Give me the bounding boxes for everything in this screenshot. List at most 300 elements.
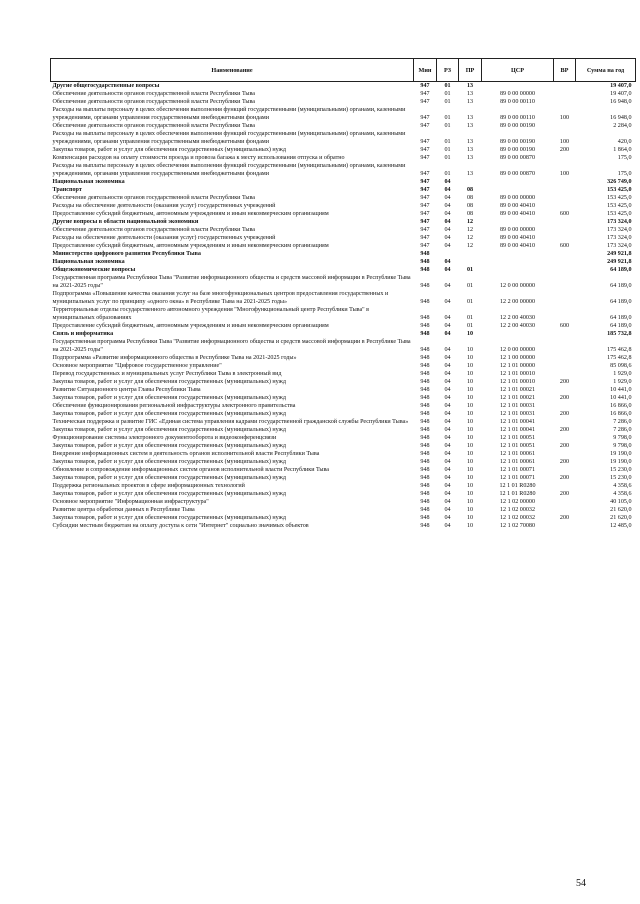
cell-sum: 16 948,0: [610, 99, 632, 105]
cell-min: 947: [420, 139, 430, 145]
cell-pr: 12: [466, 243, 474, 249]
cell-csr: 12 1 01 00021: [499, 395, 536, 401]
cell-sum: 19 190,0: [610, 459, 632, 465]
cell-name: Обеспечение деятельности органов государственной власти Республики Тыва: [52, 99, 255, 105]
cell-pr: 10: [466, 435, 474, 441]
cell-name: Обеспечение деятельности органов государственной власти Республики Тыва: [52, 91, 255, 97]
cell-sum: 85 098,6: [610, 363, 632, 369]
cell-name: Подпрограмма «Развитие информационного общества в Республике Тыва на 2021-2025 годы»: [52, 355, 297, 361]
cell-name: Предоставление субсидий бюджетным, автономным учреждениям и иным некоммерческим организациям: [52, 243, 329, 249]
cell-min: 947: [420, 83, 430, 89]
table-row: [51, 202, 636, 210]
cell-min: 948: [420, 467, 430, 473]
cell-sum: 40 105,0: [610, 499, 632, 505]
cell-name: Закупка товаров, работ и услуг для обеспечения государственных (муниципальных) нужд: [52, 379, 286, 385]
cell-vr: [554, 258, 576, 266]
cell-name: Связь и информатика: [52, 331, 114, 337]
cell-min: 947: [420, 99, 430, 105]
cell-csr: 89 0 00 00000: [499, 91, 536, 97]
cell-vr: 600: [559, 211, 570, 217]
cell-vr: [554, 234, 576, 242]
cell-vr: 200: [559, 395, 570, 401]
table-row: [51, 426, 636, 434]
table-row: [51, 290, 636, 306]
cell-min: 948: [420, 283, 430, 289]
cell-pr: 10: [466, 475, 474, 481]
table-row: [51, 162, 636, 178]
cell-vr: [554, 306, 576, 322]
cell-vr: 200: [559, 147, 570, 153]
cell-csr: 12 1 01 00071: [499, 475, 536, 481]
cell-name: Национальная экономика: [52, 259, 125, 265]
cell-name: Техническая поддержка и развитие ГИС «Единая система управления кадрами государственной гражданской службы Республики Тыва»: [52, 419, 409, 425]
cell-sum: 12 485,0: [610, 523, 632, 529]
cell-min: 948: [420, 443, 430, 449]
cell-pr: [459, 258, 482, 266]
cell-rz: 04: [444, 323, 451, 329]
cell-vr: [554, 402, 576, 410]
cell-pr: 10: [466, 483, 474, 489]
cell-csr: 12 1 01 R0280: [499, 491, 536, 497]
cell-sum: 7 286,0: [613, 427, 632, 433]
table-row: [51, 218, 636, 226]
cell-vr: [554, 186, 576, 194]
cell-sum: 1 929,0: [613, 379, 632, 385]
cell-csr: 12 1 02 70080: [499, 523, 536, 529]
cell-min: 948: [420, 387, 430, 393]
cell-rz: 04: [444, 195, 451, 201]
cell-vr: [554, 82, 576, 91]
cell-name: Субсидии местным бюджетам на оплату доступа к сети "Интернет" социально значимых объектов: [52, 523, 309, 529]
cell-name: Обеспечение деятельности органов государственной власти Республики Тыва: [52, 123, 255, 129]
cell-name: Общеэкономические вопросы: [52, 267, 136, 273]
cell-rz: 04: [444, 211, 451, 217]
cell-rz: 04: [444, 331, 451, 337]
cell-min: 947: [420, 147, 430, 153]
cell-sum: 4 358,6: [613, 491, 632, 497]
cell-rz: 04: [444, 475, 451, 481]
cell-vr: [554, 274, 576, 290]
cell-min: 947: [420, 219, 430, 225]
cell-pr: 10: [466, 507, 474, 513]
cell-rz: 04: [444, 467, 451, 473]
cell-pr: 08: [466, 187, 474, 193]
cell-name: Закупка товаров, работ и услуг для обеспечения государственных (муниципальных) нужд: [52, 459, 286, 465]
cell-csr: 89 0 00 00190: [499, 147, 536, 153]
cell-vr: 600: [559, 323, 570, 329]
cell-vr: [554, 218, 576, 226]
cell-pr: 10: [466, 379, 474, 385]
cell-csr: 12 2 00 40030: [499, 315, 536, 321]
cell-sum: 175,0: [617, 171, 632, 177]
cell-sum: 153 425,0: [607, 211, 632, 217]
cell-vr: [554, 266, 576, 274]
cell-rz: 04: [444, 355, 451, 361]
cell-sum: 16 948,0: [610, 115, 632, 121]
table-row: [51, 154, 636, 162]
cell-csr: 12 1 01 00031: [499, 411, 536, 417]
cell-pr: 13: [466, 99, 474, 105]
cell-min: 948: [420, 259, 430, 265]
cell-vr: 600: [559, 243, 570, 249]
cell-csr: 89 0 00 40410: [499, 203, 536, 209]
table-row: [51, 306, 636, 322]
budget-table-page: [50, 58, 635, 530]
table-row: [51, 194, 636, 202]
cell-min: 948: [420, 379, 430, 385]
table-row: [51, 410, 636, 418]
cell-sum: 19 407,0: [610, 83, 632, 89]
table-row: [51, 370, 636, 378]
cell-vr: [554, 202, 576, 210]
cell-rz: 01: [444, 99, 451, 105]
cell-min: 947: [420, 91, 430, 97]
cell-min: 947: [420, 155, 430, 161]
cell-sum: 153 425,0: [607, 187, 632, 193]
header-sum: Сумма на год: [576, 59, 636, 82]
budget-table: [50, 58, 636, 530]
cell-vr: 200: [559, 475, 570, 481]
cell-name: Транспорт: [52, 187, 82, 193]
cell-csr: 12 1 01 00010: [499, 379, 536, 385]
cell-pr: 10: [466, 355, 474, 361]
cell-name: Обеспечение деятельности органов государственной власти Республики Тыва: [52, 227, 255, 233]
cell-rz: 01: [444, 147, 451, 153]
cell-name: Закупка товаров, работ и услуг для обеспечения государственных (муниципальных) нужд: [52, 395, 286, 401]
cell-sum: 15 230,0: [610, 467, 632, 473]
header-rz: РЗ: [437, 59, 459, 82]
cell-csr: [482, 330, 554, 338]
cell-name: Развитие Ситуационного центра Главы Республики Тыва: [52, 387, 201, 393]
cell-rz: 04: [444, 283, 451, 289]
cell-sum: 326 749,0: [607, 179, 632, 185]
table-row: [51, 106, 636, 122]
cell-name: Компенсация расходов на оплату стоимости проезда и провоза багажа к месту использования отпуска и обратно: [52, 155, 345, 161]
header-vr: ВР: [554, 59, 576, 82]
cell-rz: [437, 250, 459, 258]
cell-min: 948: [420, 515, 430, 521]
cell-csr: 89 0 00 40410: [499, 211, 536, 217]
cell-min: 948: [420, 499, 430, 505]
cell-pr: 01: [466, 283, 474, 289]
cell-vr: [554, 98, 576, 106]
cell-vr: 200: [559, 491, 570, 497]
cell-min: 948: [420, 315, 430, 321]
cell-rz: 04: [444, 483, 451, 489]
cell-vr: [554, 362, 576, 370]
cell-sum: 19 407,0: [610, 91, 632, 97]
cell-sum: 64 189,0: [610, 323, 632, 329]
cell-sum: 173 324,0: [607, 219, 632, 225]
table-row: [51, 402, 636, 410]
cell-min: 947: [420, 211, 430, 217]
cell-rz: 04: [444, 347, 451, 353]
cell-min: 948: [420, 411, 430, 417]
cell-sum: 21 620,0: [610, 507, 632, 513]
cell-sum: 4 358,6: [613, 483, 632, 489]
cell-name: Закупка товаров, работ и услуг для обеспечения государственных (муниципальных) нужд: [52, 443, 286, 449]
cell-rz: 01: [444, 171, 451, 177]
cell-csr: 12 1 01 00061: [499, 451, 536, 457]
cell-name: Закупка товаров, работ и услуг для обеспечения государственных (муниципальных) нужд: [52, 491, 286, 497]
cell-rz: 04: [444, 427, 451, 433]
cell-name: Другие общегосударственные вопросы: [52, 83, 160, 89]
cell-min: 948: [420, 435, 430, 441]
table-row: [51, 242, 636, 250]
cell-sum: 420,0: [617, 139, 632, 145]
cell-pr: 10: [466, 459, 474, 465]
cell-sum: 173 324,0: [607, 227, 632, 233]
table-row: [51, 458, 636, 466]
cell-rz: 04: [444, 187, 451, 193]
cell-rz: 04: [444, 267, 451, 273]
cell-vr: [554, 90, 576, 98]
cell-pr: 13: [466, 147, 474, 153]
cell-csr: 89 0 00 00870: [499, 155, 536, 161]
cell-name: Министерство цифрового развития Республики Тыва: [52, 251, 201, 257]
cell-rz: 04: [444, 523, 451, 529]
cell-sum: 2 284,0: [613, 123, 632, 129]
cell-name: Государственная программа Республики Тыва "Развитие информационного общества и средств массовой информации в Республике Тыва на 2021-2025 годы": [52, 339, 411, 353]
cell-rz: 04: [444, 203, 451, 209]
cell-vr: 100: [559, 139, 570, 145]
cell-vr: [554, 386, 576, 394]
cell-pr: [459, 250, 482, 258]
cell-rz: 04: [444, 507, 451, 513]
cell-name: Развитие центра обработки данных в Республике Тыва: [52, 507, 195, 513]
table-row: [51, 466, 636, 474]
cell-name: Расходы на выплаты персоналу в целях обеспечения выполнения функций государственными (муниципальными) органами, казенными учреждениями, органами управления государственными внебюджетными фондами: [52, 163, 406, 177]
cell-pr: 12: [466, 235, 474, 241]
table-row: [51, 506, 636, 514]
cell-vr: 200: [559, 443, 570, 449]
cell-vr: [554, 226, 576, 234]
cell-csr: 89 0 00 00110: [500, 115, 535, 121]
cell-name: Национальная экономика: [52, 179, 125, 185]
cell-csr: 12 1 01 00021: [499, 387, 536, 393]
cell-rz: 04: [444, 379, 451, 385]
cell-min: 947: [420, 235, 430, 241]
cell-vr: [554, 418, 576, 426]
cell-sum: 9 798,0: [613, 443, 632, 449]
table-row: [51, 514, 636, 522]
cell-min: 948: [420, 347, 430, 353]
cell-name: Обеспечение деятельности органов государственной власти Республики Тыва: [52, 195, 255, 201]
cell-sum: 153 425,0: [607, 203, 632, 209]
cell-rz: 04: [444, 499, 451, 505]
cell-pr: 13: [466, 139, 474, 145]
cell-pr: 10: [466, 347, 474, 353]
cell-rz: 01: [444, 123, 451, 129]
cell-min: 947: [420, 171, 430, 177]
page-number: 54: [576, 878, 586, 889]
cell-min: 947: [420, 243, 430, 249]
cell-pr: 13: [466, 155, 474, 161]
cell-sum: 7 286,0: [613, 419, 632, 425]
table-row: [51, 354, 636, 362]
table-row: [51, 186, 636, 194]
cell-csr: 89 0 00 00000: [499, 227, 536, 233]
table-row: [51, 386, 636, 394]
cell-vr: [554, 466, 576, 474]
table-row: [51, 378, 636, 386]
cell-vr: 200: [559, 427, 570, 433]
cell-pr: 13: [466, 171, 474, 177]
cell-vr: [554, 354, 576, 362]
table-header: [51, 59, 636, 82]
cell-name: Обновление и сопровождение информационных систем органов исполнительной власти Республики Тыва: [52, 467, 329, 473]
table-row: [51, 122, 636, 130]
table-row: [51, 490, 636, 498]
cell-name: Основное мероприятие "Цифровое государственное управление": [52, 363, 222, 369]
cell-csr: 89 0 00 00190: [499, 139, 536, 145]
cell-min: 948: [420, 323, 430, 329]
cell-csr: 12 1 01 00031: [499, 403, 536, 409]
cell-csr: 12 1 02 00000: [499, 499, 536, 505]
cell-vr: [554, 178, 576, 186]
table-row: [51, 522, 636, 530]
cell-min: 947: [420, 203, 430, 209]
cell-csr: 12 1 02 00032: [499, 515, 536, 521]
cell-csr: 12 1 01 00051: [499, 443, 536, 449]
cell-min: 948: [420, 451, 430, 457]
cell-vr: [554, 338, 576, 354]
table-row: [51, 234, 636, 242]
table-row: [51, 434, 636, 442]
cell-min: 948: [420, 523, 430, 529]
cell-csr: [482, 82, 554, 91]
cell-sum: 173 324,0: [607, 243, 632, 249]
cell-csr: 89 0 00 00110: [500, 99, 535, 105]
cell-sum: 64 189,0: [610, 315, 632, 321]
table-row: [51, 442, 636, 450]
header-csr: ЦСР: [482, 59, 554, 82]
cell-sum: 249 921,8: [607, 251, 632, 257]
cell-vr: [554, 122, 576, 130]
cell-sum: 175 462,8: [607, 347, 632, 353]
cell-pr: 08: [466, 211, 474, 217]
cell-vr: 100: [559, 171, 570, 177]
cell-name: Другие вопросы в области национальной экономики: [52, 219, 199, 225]
cell-sum: 10 441,0: [610, 387, 632, 393]
cell-rz: 01: [444, 155, 451, 161]
cell-rz: 04: [444, 243, 451, 249]
cell-pr: 10: [466, 499, 474, 505]
cell-pr: 08: [466, 203, 474, 209]
cell-name: Закупка товаров, работ и услуг для обеспечения государственных (муниципальных) нужд: [52, 515, 286, 521]
table-row: [51, 226, 636, 234]
cell-rz: 04: [444, 491, 451, 497]
cell-csr: 12 1 01 R0280: [499, 483, 536, 489]
cell-rz: 04: [444, 259, 451, 265]
table-row: [51, 474, 636, 482]
cell-sum: 64 189,0: [610, 283, 632, 289]
cell-min: 948: [420, 267, 430, 273]
cell-csr: 12 0 00 00000: [499, 347, 536, 353]
cell-min: 947: [420, 179, 430, 185]
cell-min: 948: [420, 395, 430, 401]
cell-name: Расходы на выплаты персоналу в целях обеспечения выполнения функций государственными (муниципальными) органами, казенными учреждениями, органами управления государственными внебюджетными фондами: [52, 107, 406, 121]
cell-csr: [482, 250, 554, 258]
cell-pr: 10: [466, 395, 474, 401]
cell-vr: 200: [559, 379, 570, 385]
cell-csr: [482, 218, 554, 226]
cell-csr: 89 0 00 00190: [499, 123, 536, 129]
cell-sum: 185 732,8: [607, 331, 632, 337]
cell-csr: 12 0 00 00000: [499, 283, 536, 289]
cell-pr: 10: [466, 403, 474, 409]
cell-sum: 15 230,0: [610, 475, 632, 481]
cell-sum: 16 866,0: [610, 411, 632, 417]
cell-csr: 12 1 01 00000: [499, 363, 536, 369]
cell-vr: 200: [559, 515, 570, 521]
cell-rz: 04: [444, 299, 451, 305]
cell-sum: 19 190,0: [610, 451, 632, 457]
cell-rz: 04: [444, 459, 451, 465]
cell-min: 948: [420, 491, 430, 497]
cell-sum: 9 798,0: [613, 435, 632, 441]
cell-csr: 12 1 02 00032: [499, 507, 536, 513]
cell-sum: 175,0: [617, 155, 632, 161]
cell-sum: 10 441,0: [610, 395, 632, 401]
cell-name: Предоставление субсидий бюджетным, автономным учреждениям и иным некоммерческим организациям: [52, 211, 329, 217]
cell-rz: 01: [444, 115, 451, 121]
cell-min: 948: [420, 331, 430, 337]
cell-pr: 12: [466, 227, 474, 233]
cell-min: 948: [420, 355, 430, 361]
cell-vr: [554, 330, 576, 338]
cell-sum: 16 866,0: [610, 403, 632, 409]
cell-min: 947: [420, 195, 430, 201]
cell-vr: [554, 154, 576, 162]
cell-pr: 13: [466, 115, 474, 121]
cell-csr: 12 1 01 00041: [499, 427, 536, 433]
cell-name: Предоставление субсидий бюджетным, автономным учреждениям и иным некоммерческим организациям: [52, 323, 329, 329]
cell-pr: 10: [466, 371, 474, 377]
cell-min: 947: [420, 227, 430, 233]
cell-pr: 10: [466, 363, 474, 369]
cell-rz: 04: [444, 371, 451, 377]
cell-pr: 13: [466, 83, 474, 89]
cell-csr: 12 1 00 00000: [499, 355, 536, 361]
cell-name: Расходы на обеспечение деятельности (оказания услуг) государственных учреждений: [52, 235, 276, 241]
cell-min: 948: [420, 507, 430, 513]
cell-csr: 12 1 01 00010: [499, 371, 536, 377]
cell-pr: 10: [466, 419, 474, 425]
table-row: [51, 498, 636, 506]
cell-sum: 21 620,0: [610, 515, 632, 521]
cell-name: Подпрограмма «Повышение качества оказания услуг на базе многофункциональных центров предоставления государственных и муниципальных услуг по принципу «одного окна» в Республике Тыва на 2021-2025 годы»: [52, 291, 389, 305]
cell-sum: 173 324,0: [607, 235, 632, 241]
cell-pr: 10: [466, 443, 474, 449]
cell-rz: 01: [444, 139, 451, 145]
table-row: [51, 210, 636, 218]
cell-sum: 64 189,0: [610, 267, 632, 273]
cell-pr: 13: [466, 91, 474, 97]
cell-rz: 04: [444, 443, 451, 449]
header-name: Наименование: [51, 59, 414, 82]
cell-vr: [554, 450, 576, 458]
cell-csr: 12 1 01 00061: [499, 459, 536, 465]
table-row: [51, 394, 636, 402]
cell-min: 948: [420, 403, 430, 409]
cell-pr: 01: [466, 315, 474, 321]
cell-pr: 01: [466, 323, 474, 329]
cell-sum: 249 921,8: [607, 259, 632, 265]
cell-name: Расходы на выплаты персоналу в целях обеспечения выполнения функций государственными (муниципальными) органами, казенными учреждениями, органами управления государственными внебюджетными фондами: [52, 131, 406, 145]
cell-min: 947: [420, 187, 430, 193]
table-row: [51, 250, 636, 258]
